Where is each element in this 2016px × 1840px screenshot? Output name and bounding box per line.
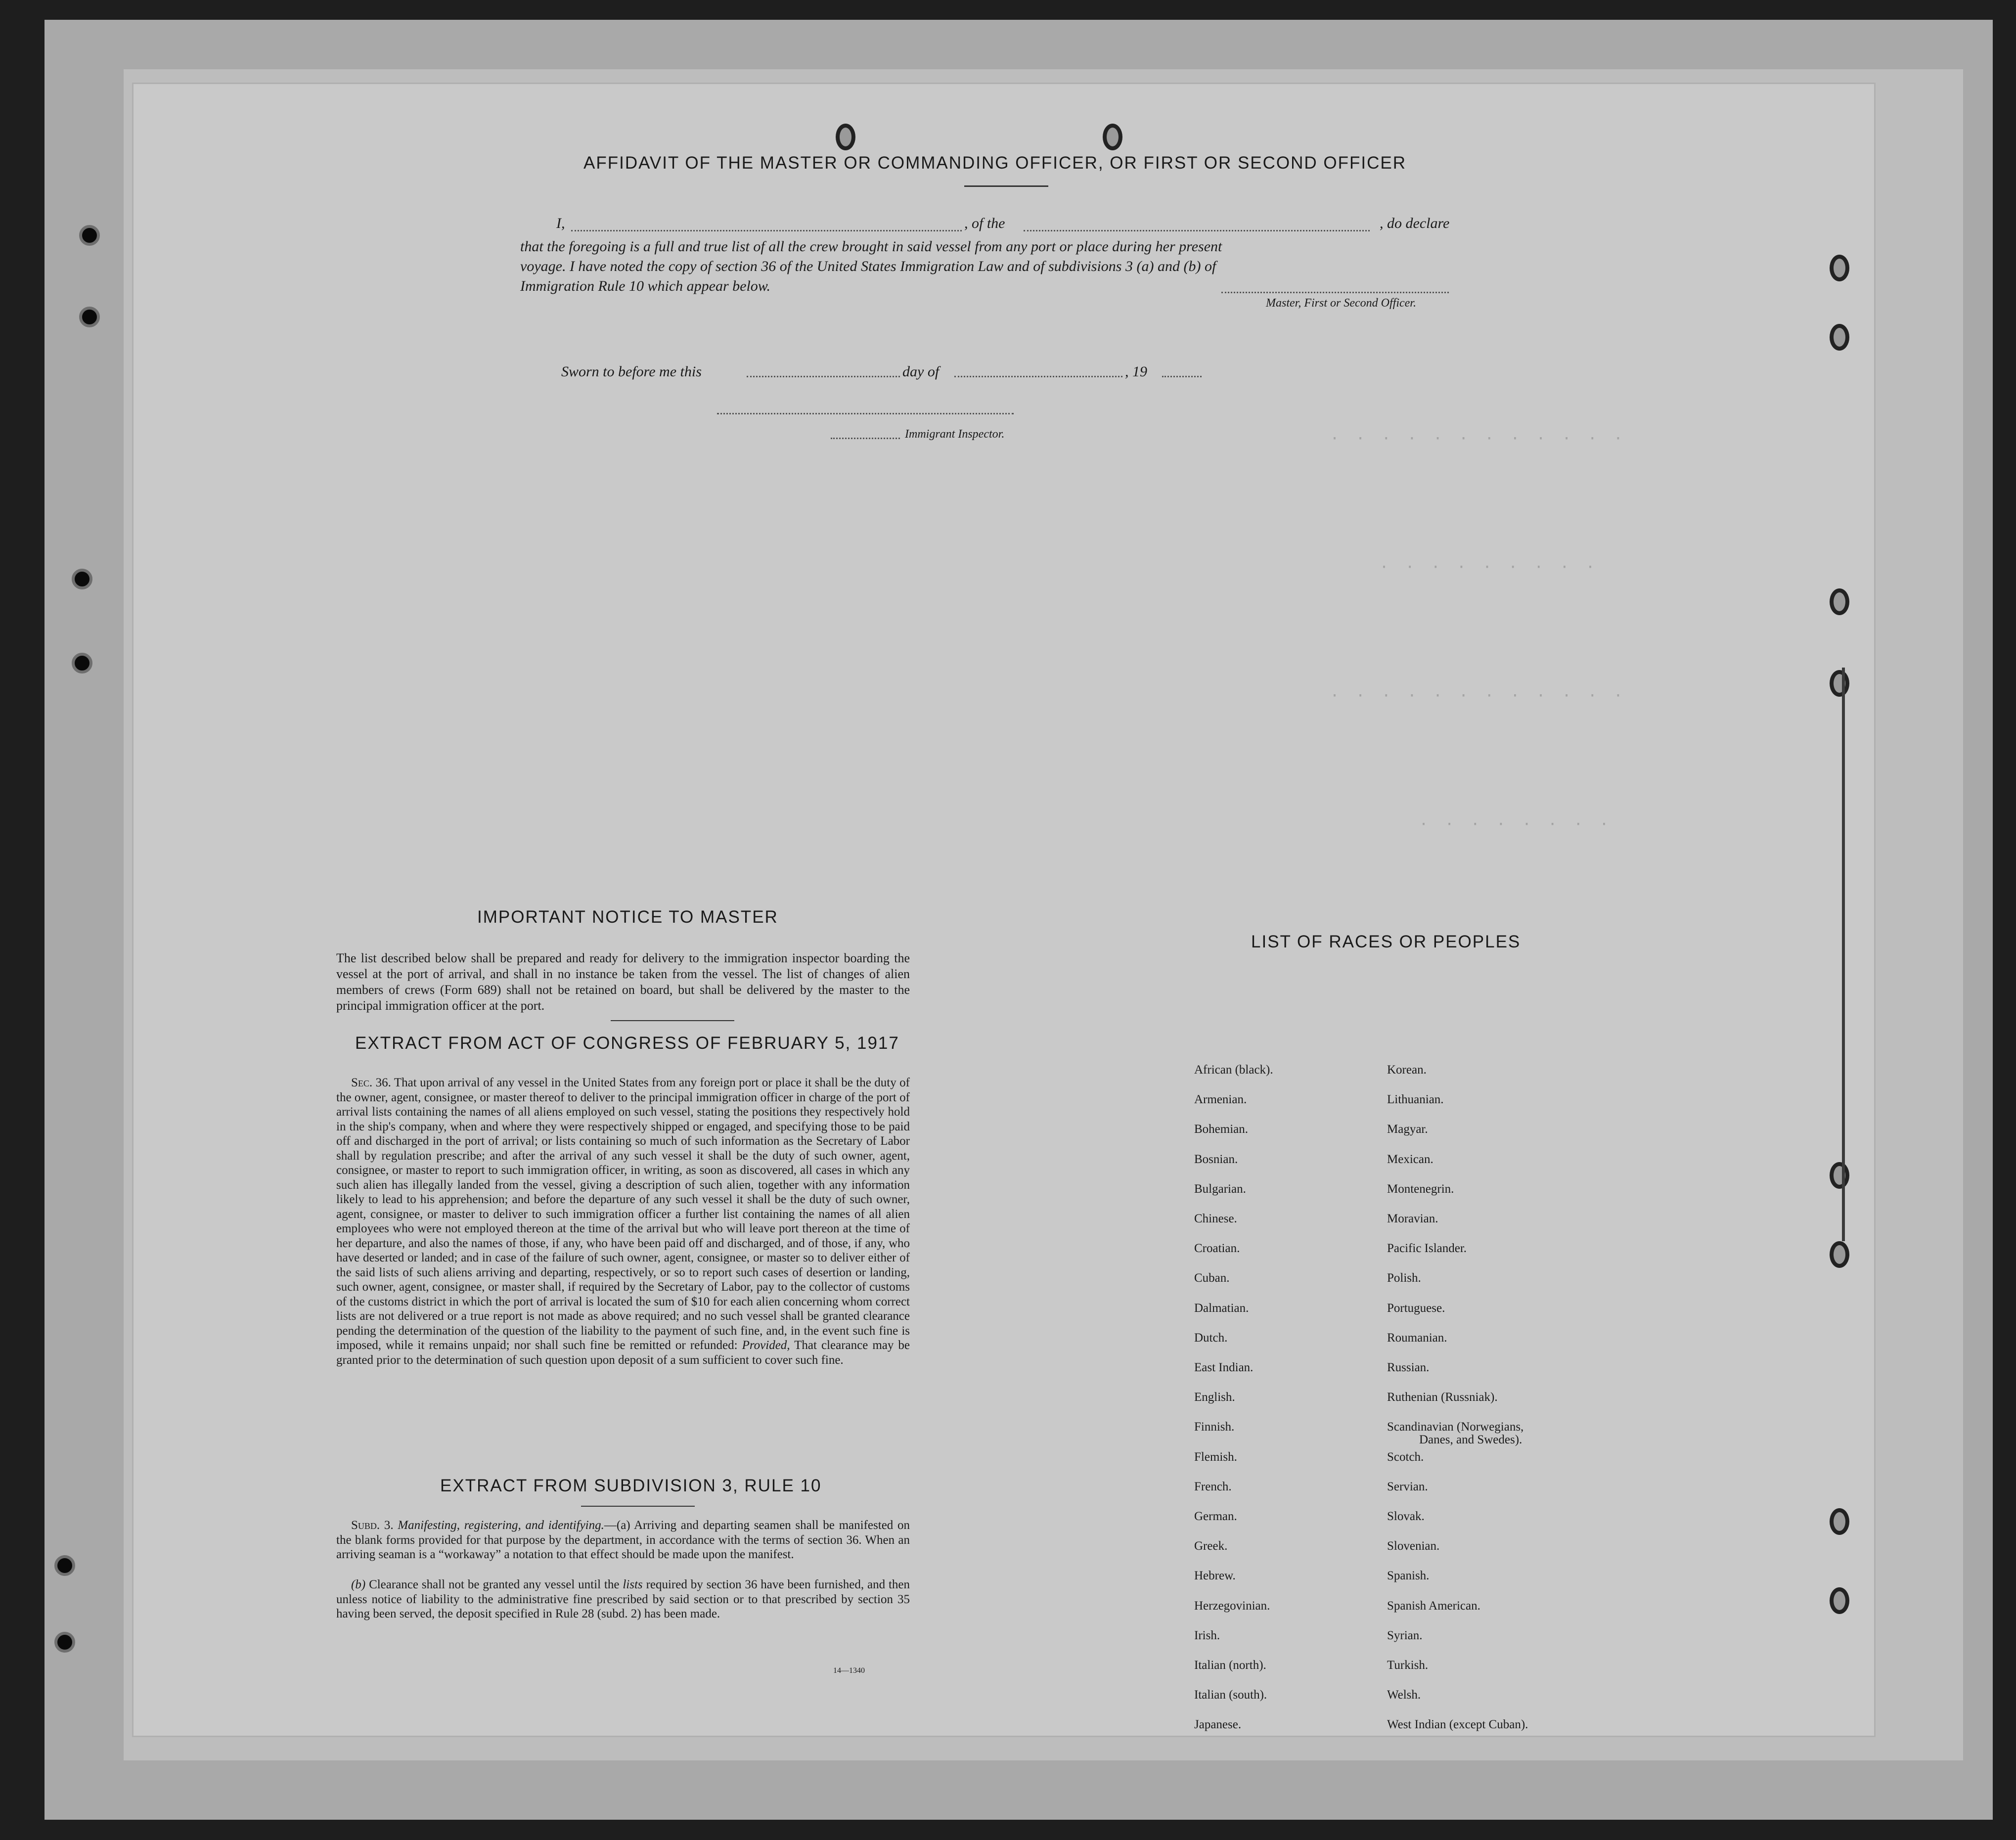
- race-item: Dalmatian.: [1194, 1301, 1249, 1315]
- race-item: Portuguese.: [1387, 1301, 1445, 1315]
- year-label: , 19: [1125, 363, 1147, 380]
- notice-text: The list described below shall be prepared and ready for delivery to the immigration inspector boarding the vessel at the port of arrival, and shall in no instance be taken from the vessel. The list of changes of alien members of crews (Form 689) shall not be retained on board, but shall be delivered by the master to the principal immigration officer at the port.: [336, 951, 910, 1013]
- race-item: French.: [1194, 1480, 1232, 1493]
- subd-a-label: —(a): [604, 1519, 630, 1532]
- subd-label: Subd. 3.: [351, 1519, 394, 1532]
- binder-hole: [54, 1555, 75, 1576]
- act-title: EXTRACT FROM ACT OF CONGRESS OF FEBRUARY 5, 1917: [355, 1033, 899, 1053]
- binder-ring: [1103, 124, 1122, 150]
- subd-heading: Manifesting, registering, and identifying.: [398, 1519, 604, 1532]
- vessel-field-line[interactable]: [1024, 230, 1370, 231]
- race-item: German.: [1194, 1510, 1237, 1523]
- race-item: Finnish.: [1194, 1420, 1235, 1434]
- race-item: Italian (south).: [1194, 1688, 1267, 1702]
- sworn-year-line[interactable]: [1162, 376, 1202, 377]
- bleed-through-mark: · · · · · · · · · · · ·: [1330, 687, 1627, 705]
- binder-ring: [1830, 588, 1849, 615]
- race-item: Armenian.: [1194, 1093, 1247, 1107]
- race-item: Scotch.: [1387, 1450, 1424, 1464]
- race-item: Ruthenian (Russniak).: [1387, 1391, 1498, 1404]
- inspector-signature-line[interactable]: [717, 413, 1014, 414]
- provided-label: Provided,: [742, 1339, 790, 1352]
- race-item: Turkish.: [1387, 1659, 1429, 1672]
- document-page: [134, 84, 1874, 1736]
- race-item: Irish.: [1194, 1628, 1220, 1642]
- sworn-month-line[interactable]: [954, 376, 1122, 377]
- rule-para-a: [336, 1518, 910, 1562]
- binder-ring: [1830, 1587, 1849, 1614]
- race-item: Russian.: [1387, 1361, 1430, 1374]
- affidavit-do-declare: , do declare: [1380, 215, 1450, 231]
- race-item: Croatian.: [1194, 1242, 1240, 1256]
- race-item: Korean.: [1387, 1063, 1427, 1077]
- race-item: Herzegovinian.: [1194, 1599, 1270, 1613]
- race-item: Italian (north).: [1194, 1659, 1266, 1672]
- subd-b-lists: lists: [623, 1578, 643, 1591]
- race-item: Pacific Islander.: [1387, 1242, 1467, 1256]
- race-item: East Indian.: [1194, 1361, 1254, 1374]
- race-item: Montenegrin.: [1387, 1182, 1454, 1196]
- race-item-continuation: Danes, and Swedes).: [1419, 1433, 1523, 1447]
- affidavit-title: AFFIDAVIT OF THE MASTER OR COMMANDING OFFICER, OR FIRST OR SECOND OFFICER: [583, 153, 1407, 173]
- race-item: Bulgarian.: [1194, 1182, 1246, 1196]
- bleed-through-mark: · · · · · · · ·: [1419, 816, 1613, 833]
- race-item: Flemish.: [1194, 1450, 1237, 1464]
- inspector-signature-line: [831, 438, 900, 439]
- rule-para-b: [336, 1577, 910, 1621]
- act-section-label: Sec. 36.: [351, 1076, 391, 1089]
- notice-title: IMPORTANT NOTICE TO MASTER: [477, 907, 778, 927]
- race-item: Japanese.: [1194, 1718, 1242, 1732]
- sworn-day-line[interactable]: [747, 376, 900, 377]
- bleed-through-mark: · · · · · · · · · · · ·: [1330, 430, 1627, 448]
- race-item: West Indian (except Cuban).: [1387, 1718, 1528, 1732]
- divider: [964, 185, 1048, 187]
- race-item: Scandinavian (Norwegians,: [1387, 1420, 1524, 1434]
- signature-label: Master, First or Second Officer.: [1266, 297, 1416, 310]
- binder-hole: [72, 653, 92, 673]
- race-item: Spanish.: [1387, 1569, 1430, 1583]
- race-item: Hebrew.: [1194, 1569, 1236, 1583]
- divider: [581, 1506, 695, 1507]
- sworn-label: Sworn to before me this: [561, 363, 702, 380]
- inspector-label: Immigrant Inspector.: [905, 428, 1005, 441]
- race-item: African (black).: [1194, 1063, 1273, 1077]
- race-item: Mexican.: [1387, 1152, 1434, 1166]
- declaration-line-3: Immigration Rule 10 which appear below.: [520, 278, 771, 294]
- binder-ring: [1830, 1508, 1849, 1535]
- binder-hole: [54, 1632, 75, 1653]
- subd-a-text: Arriving and departing seamen shall be manifested on the blank forms provided for that purpose by the department, in accordance with the terms of section 36. When an arriving seaman is a “workaway” a notation to that effect should be made upon the manifest.: [336, 1519, 910, 1561]
- race-item: Roumanian.: [1387, 1331, 1447, 1345]
- declaration-line-1: that the foregoing is a full and true list of all the crew brought in said vessel from any port or place during her present: [520, 238, 1222, 255]
- declaration-line-2: voyage. I have noted the copy of section 36 of the United States Immigration Law and of subdivisions 3 (a) and (b) of: [520, 258, 1216, 274]
- form-number: 14—1340: [833, 1666, 865, 1675]
- rule-title: EXTRACT FROM SUBDIVISION 3, RULE 10: [440, 1476, 822, 1495]
- binder-hole: [79, 307, 100, 327]
- scan-edge-mark: [1842, 668, 1845, 1241]
- race-item: Lithuanian.: [1387, 1093, 1444, 1107]
- name-field-line[interactable]: [571, 230, 962, 231]
- race-item: Syrian.: [1387, 1628, 1423, 1642]
- race-item: Servian.: [1387, 1480, 1428, 1493]
- subd-b-label: (b): [351, 1578, 366, 1591]
- race-item: Greek.: [1194, 1539, 1228, 1553]
- affidavit-of-the: , of the: [964, 215, 1005, 231]
- race-item: Moravian.: [1387, 1212, 1438, 1225]
- race-item: Slovenian.: [1387, 1539, 1440, 1553]
- signature-line[interactable]: [1221, 292, 1449, 293]
- binder-ring: [1830, 255, 1849, 281]
- binder-hole: [79, 225, 100, 246]
- race-item: Slovak.: [1387, 1510, 1425, 1523]
- races-title: LIST OF RACES OR PEOPLES: [1251, 932, 1521, 951]
- day-of-label: day of: [902, 363, 940, 380]
- binder-hole: [72, 569, 92, 589]
- bleed-through-mark: · · · · · · · · ·: [1380, 559, 1599, 576]
- act-text: [336, 1076, 910, 1367]
- race-item: Spanish American.: [1387, 1599, 1480, 1613]
- act-body-end: That clearance may be granted prior to the determination of such question upon deposit of a sum sufficient to cover such fine.: [336, 1339, 910, 1367]
- race-item: English.: [1194, 1391, 1235, 1404]
- binder-ring: [1830, 324, 1849, 351]
- race-item: Bohemian.: [1194, 1122, 1249, 1136]
- binder-ring: [836, 124, 855, 150]
- binder-ring: [1830, 670, 1849, 697]
- binder-ring: [1830, 1241, 1849, 1268]
- subd-b-text-2: required by section 36 have been furnished, and then unless notice of liability to the administrative fine prescribed by said section or to that prescribed by section 35 having been served, the deposit specified in Rule 28 (subd. 2) has been made.: [336, 1578, 910, 1620]
- binder-ring: [1830, 1162, 1849, 1189]
- race-item: Welsh.: [1387, 1688, 1421, 1702]
- race-item: Magyar.: [1387, 1122, 1428, 1136]
- subd-b-text-1: Clearance shall not be granted any vessel until the: [369, 1578, 620, 1591]
- divider: [611, 1020, 734, 1021]
- race-item: Dutch.: [1194, 1331, 1228, 1345]
- race-item: Cuban.: [1194, 1271, 1230, 1285]
- race-item: Chinese.: [1194, 1212, 1237, 1225]
- race-item: Polish.: [1387, 1271, 1421, 1285]
- act-body: That upon arrival of any vessel in the United States from any foreign port or place it shall be the duty of the owner, agent, consignee, or master thereof to deliver to the principal immigration officer in charge of the port of arrival lists containing the names of all aliens employed on such vessel, stating the positions they respectively hold in the ship's company, when and where they were respectively shipped or engaged, and specifying those to be paid off and discharged in the port of arrival; or lists containing so much of such information as the Secretary of Labor shall by regulation prescribe; and after the arrival of any such vessel it shall be the duty of such owner, agent, consignee, or master to report to such immigration officer, in writing, as soon as discovered, all cases in which any such alien has illegally landed from the vessel, giving a description of such alien, together with any information likely to lead to his apprehension; and before the departure of any such vessel it shall be the duty of such owner, agent, consignee, or master to deliver to such immigration officer a further list containing the names of all alien employees who were not employed thereon at the time of the arrival but who will leave port thereon at the time of her departure, and also the names of those, if any, who have been paid off and discharged, and of those, if any, who have deserted or landed; and in case of the failure of such owner, agent, consignee, or master so to deliver either of the said lists of such aliens arriving and departing, respectively, or so to report such cases of desertion or landing, such owner, agent, consignee, or master shall, if required by the Secretary of Labor, pay to the collector of customs of the customs district in which the port of arrival is located the sum of $10 for each alien concerning whom correct lists are not delivered or a true report is not made as above required; and no such vessel shall be granted clearance pending the determination of the question of the liability to the payment of such fine, and, in the event such fine is imposed, while it remains unpaid; nor shall such fine be remitted or refunded:: [336, 1076, 910, 1352]
- race-item: Bosnian.: [1194, 1152, 1238, 1166]
- affidavit-i-label: I,: [556, 215, 565, 231]
